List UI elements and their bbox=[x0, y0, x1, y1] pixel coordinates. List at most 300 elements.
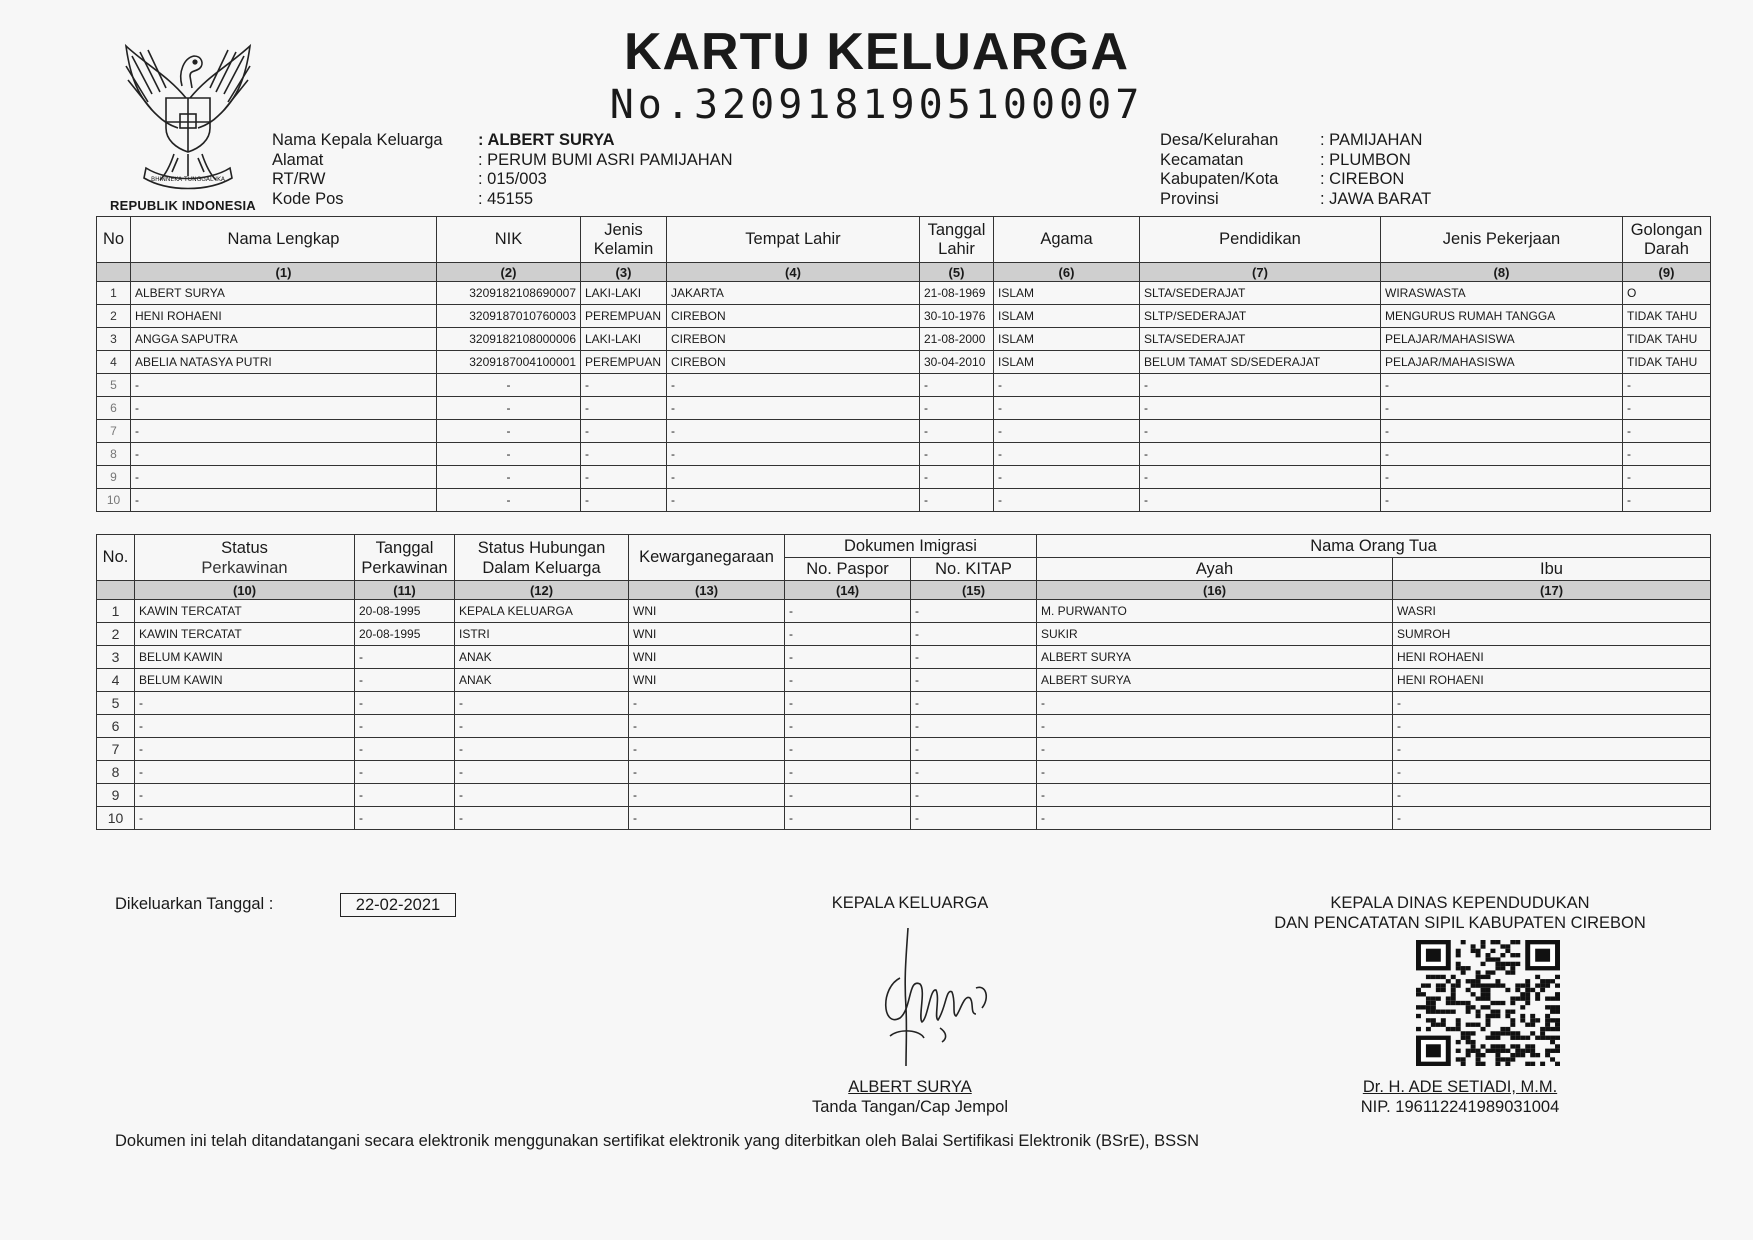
table-row bbox=[97, 397, 1711, 420]
table-cell: - bbox=[667, 420, 920, 443]
table-cell: 2 bbox=[97, 305, 131, 328]
table-cell: 1 bbox=[97, 600, 135, 623]
table-cell: 3209182108000006 bbox=[437, 328, 581, 351]
table-cell: - bbox=[920, 374, 994, 397]
table-cell: JAKARTA bbox=[667, 282, 920, 305]
table-cell: 6 bbox=[97, 397, 131, 420]
table-cell: HENI ROHAENI bbox=[1393, 646, 1711, 669]
table-cell: - bbox=[1140, 489, 1381, 512]
table-cell: 6 bbox=[97, 715, 135, 738]
table-cell: - bbox=[629, 715, 785, 738]
table-cell: - bbox=[920, 466, 994, 489]
table-cell: 30-10-1976 bbox=[920, 305, 994, 328]
header-line: Status bbox=[221, 538, 268, 557]
table-cell: - bbox=[629, 807, 785, 830]
table-row bbox=[97, 328, 1711, 351]
column-number-cell: (9) bbox=[1623, 263, 1711, 282]
table-cell: - bbox=[1623, 489, 1711, 512]
table-cell: - bbox=[355, 738, 455, 761]
table-row bbox=[97, 374, 1711, 397]
table-cell: - bbox=[135, 715, 355, 738]
official-name: Dr. H. ADE SETIADI, M.M. bbox=[1362, 1078, 1558, 1096]
table-cell: MENGURUS RUMAH TANGGA bbox=[1381, 305, 1623, 328]
table-cell: PEREMPUAN bbox=[581, 305, 667, 328]
table-cell: - bbox=[994, 489, 1140, 512]
table-cell: 20-08-1995 bbox=[355, 623, 455, 646]
info-value: : PERUM BUMI ASRI PAMIJAHAN bbox=[478, 150, 733, 169]
table-cell: - bbox=[437, 397, 581, 420]
table-cell: SUKIR bbox=[1037, 623, 1393, 646]
table-cell: - bbox=[355, 761, 455, 784]
table-row bbox=[97, 420, 1711, 443]
table-cell: - bbox=[629, 761, 785, 784]
table-cell: - bbox=[785, 623, 911, 646]
table-cell: - bbox=[629, 738, 785, 761]
card-number: No.3209181905100007 bbox=[609, 82, 1144, 128]
table-cell: 3209182108690007 bbox=[437, 282, 581, 305]
col-header-no: No. bbox=[97, 535, 135, 581]
table-cell: - bbox=[911, 784, 1037, 807]
table-cell: - bbox=[629, 784, 785, 807]
column-number-cell: (14) bbox=[785, 581, 911, 600]
table-cell: WNI bbox=[629, 646, 785, 669]
table-cell: WNI bbox=[629, 669, 785, 692]
table-cell: SLTA/SEDERAJAT bbox=[1140, 282, 1381, 305]
table-row bbox=[97, 623, 1711, 646]
col-header-pendidikan: Pendidikan bbox=[1140, 217, 1381, 263]
column-number-cell: (5) bbox=[920, 263, 994, 282]
table-cell: - bbox=[581, 443, 667, 466]
info-label: Alamat bbox=[272, 150, 324, 169]
table-cell: CIREBON bbox=[667, 351, 920, 374]
table-cell: - bbox=[911, 646, 1037, 669]
column-number-cell: (11) bbox=[355, 581, 455, 600]
table-cell: KAWIN TERCATAT bbox=[135, 623, 355, 646]
table-cell: WNI bbox=[629, 600, 785, 623]
household-info-left bbox=[272, 131, 733, 209]
head-of-family-name: ALBERT SURYA bbox=[848, 1078, 972, 1096]
table-cell: - bbox=[994, 466, 1140, 489]
col-header-tanggal-perkawinan bbox=[355, 535, 455, 581]
table-cell: 9 bbox=[97, 466, 131, 489]
table-cell: ISTRI bbox=[455, 623, 629, 646]
table-cell: - bbox=[455, 692, 629, 715]
table-row bbox=[97, 692, 1711, 715]
table-cell: - bbox=[1140, 420, 1381, 443]
table-cell: - bbox=[911, 761, 1037, 784]
table-cell: - bbox=[581, 397, 667, 420]
table-cell: - bbox=[1623, 420, 1711, 443]
info-row bbox=[1160, 190, 1431, 210]
table-cell: - bbox=[131, 420, 437, 443]
info-value: : CIREBON bbox=[1320, 170, 1405, 188]
table-cell: ALBERT SURYA bbox=[131, 282, 437, 305]
table-cell: - bbox=[785, 807, 911, 830]
table-cell: - bbox=[455, 784, 629, 807]
column-number-cell: (12) bbox=[455, 581, 629, 600]
table-row bbox=[97, 305, 1711, 328]
table-cell: 4 bbox=[97, 669, 135, 692]
table-cell: ISLAM bbox=[994, 351, 1140, 374]
table-cell: - bbox=[131, 443, 437, 466]
column-number-cell: (17) bbox=[1393, 581, 1711, 600]
table-cell: - bbox=[131, 374, 437, 397]
info-value: : 015/003 bbox=[478, 170, 547, 188]
col-header-dokumen-imigrasi: Dokumen Imigrasi bbox=[785, 535, 1037, 558]
table-cell: - bbox=[1037, 715, 1393, 738]
column-number-cell bbox=[97, 581, 135, 600]
table-cell: - bbox=[437, 374, 581, 397]
table-cell: TIDAK TAHU bbox=[1623, 305, 1711, 328]
table-cell: 20-08-1995 bbox=[355, 600, 455, 623]
table-cell: 9 bbox=[97, 784, 135, 807]
table-cell: - bbox=[920, 397, 994, 420]
info-label: Kecamatan bbox=[1160, 150, 1244, 169]
table-cell: 3209187004100001 bbox=[437, 351, 581, 374]
table-cell: - bbox=[911, 600, 1037, 623]
table-cell: - bbox=[1623, 397, 1711, 420]
table-row bbox=[97, 351, 1711, 374]
table-cell: SUMROH bbox=[1393, 623, 1711, 646]
table-cell: - bbox=[1381, 397, 1623, 420]
table-cell: - bbox=[785, 738, 911, 761]
table-row bbox=[97, 646, 1711, 669]
table-cell: TIDAK TAHU bbox=[1623, 328, 1711, 351]
info-value: : PAMIJAHAN bbox=[1320, 131, 1423, 149]
table-cell: - bbox=[437, 489, 581, 512]
table-cell: - bbox=[1140, 443, 1381, 466]
table-cell: 7 bbox=[97, 738, 135, 761]
info-row bbox=[272, 190, 733, 210]
col-header-hubungan bbox=[455, 535, 629, 581]
qr-code-icon bbox=[1416, 940, 1560, 1066]
table-cell: - bbox=[131, 466, 437, 489]
table-row bbox=[97, 784, 1711, 807]
table-cell: - bbox=[1037, 738, 1393, 761]
table-cell: 7 bbox=[97, 420, 131, 443]
table-cell: - bbox=[920, 420, 994, 443]
table-cell: 5 bbox=[97, 374, 131, 397]
col-header-no: No bbox=[97, 217, 131, 263]
table-cell: - bbox=[355, 784, 455, 807]
svg-text:BHINNEKA TUNGGAL IKA: BHINNEKA TUNGGAL IKA bbox=[151, 176, 225, 183]
official-title-line1: KEPALA DINAS KEPENDUDUKAN bbox=[1330, 894, 1590, 912]
table-cell: - bbox=[911, 692, 1037, 715]
column-number-row bbox=[97, 581, 1711, 600]
column-number-cell bbox=[97, 263, 131, 282]
col-header-no-kitap: No. KITAP bbox=[911, 558, 1037, 581]
info-row bbox=[272, 170, 733, 190]
table-row bbox=[97, 715, 1711, 738]
header-line: Status Hubungan bbox=[477, 538, 606, 557]
table-cell: 3 bbox=[97, 646, 135, 669]
table-cell: - bbox=[785, 600, 911, 623]
table-cell: - bbox=[437, 443, 581, 466]
column-number-cell: (13) bbox=[629, 581, 785, 600]
info-label: Desa/Kelurahan bbox=[1160, 131, 1279, 149]
info-label: Provinsi bbox=[1160, 189, 1219, 208]
table-cell: ALBERT SURYA bbox=[1037, 646, 1393, 669]
table-row bbox=[97, 443, 1711, 466]
table-row bbox=[97, 761, 1711, 784]
table-cell: ANGGA SAPUTRA bbox=[131, 328, 437, 351]
column-number-row bbox=[97, 263, 1711, 282]
header-line: Perkawinan bbox=[361, 558, 448, 577]
table-cell: - bbox=[455, 715, 629, 738]
info-label: Kabupaten/Kota bbox=[1160, 170, 1279, 188]
table-cell: - bbox=[131, 397, 437, 420]
table-cell: CIREBON bbox=[667, 328, 920, 351]
table-cell: - bbox=[911, 738, 1037, 761]
table-cell: TIDAK TAHU bbox=[1623, 351, 1711, 374]
table-cell: - bbox=[1381, 420, 1623, 443]
table-cell: ALBERT SURYA bbox=[1037, 669, 1393, 692]
table-cell: - bbox=[785, 692, 911, 715]
col-header-status-perkawinan bbox=[135, 535, 355, 581]
table-cell: 3209187010760003 bbox=[437, 305, 581, 328]
table-cell: BELUM KAWIN bbox=[135, 646, 355, 669]
table-cell: - bbox=[629, 692, 785, 715]
issued-date-box: 22-02-2021 bbox=[340, 893, 456, 917]
table-cell: - bbox=[1037, 692, 1393, 715]
column-number-cell: (16) bbox=[1037, 581, 1393, 600]
table-cell: BELUM TAMAT SD/SEDERAJAT bbox=[1140, 351, 1381, 374]
table-cell: PEREMPUAN bbox=[581, 351, 667, 374]
col-header-agama: Agama bbox=[994, 217, 1140, 263]
info-row bbox=[1160, 151, 1431, 171]
table-cell: O bbox=[1623, 282, 1711, 305]
info-label: Kode Pos bbox=[272, 189, 344, 208]
table-cell: WNI bbox=[629, 623, 785, 646]
column-number-cell: (1) bbox=[131, 263, 437, 282]
table-row bbox=[97, 466, 1711, 489]
col-header-no-paspor: No. Paspor bbox=[785, 558, 911, 581]
table-cell: - bbox=[581, 374, 667, 397]
table-cell: - bbox=[355, 669, 455, 692]
table-cell: - bbox=[994, 374, 1140, 397]
column-number-cell: (3) bbox=[581, 263, 667, 282]
table-cell: - bbox=[455, 807, 629, 830]
head-of-family-title: KEPALA KELUARGA bbox=[831, 894, 989, 912]
column-number-cell: (6) bbox=[994, 263, 1140, 282]
table-cell: CIREBON bbox=[667, 305, 920, 328]
info-label: Nama Kepala Keluarga bbox=[272, 131, 443, 149]
table-cell: - bbox=[355, 715, 455, 738]
signature-caption: Tanda Tangan/Cap Jempol bbox=[811, 1098, 1008, 1116]
table-cell: - bbox=[1393, 692, 1711, 715]
table-cell: - bbox=[581, 489, 667, 512]
table-cell: - bbox=[1393, 807, 1711, 830]
table-cell: - bbox=[1393, 784, 1711, 807]
table-cell: - bbox=[667, 397, 920, 420]
table-cell: - bbox=[667, 466, 920, 489]
table-cell: M. PURWANTO bbox=[1037, 600, 1393, 623]
table-cell: KAWIN TERCATAT bbox=[135, 600, 355, 623]
family-status-table bbox=[96, 534, 1711, 830]
table-cell: 10 bbox=[97, 489, 131, 512]
table-cell: 1 bbox=[97, 282, 131, 305]
table-cell: SLTA/SEDERAJAT bbox=[1140, 328, 1381, 351]
column-number-cell: (15) bbox=[911, 581, 1037, 600]
table-cell: ISLAM bbox=[994, 305, 1140, 328]
table-cell: - bbox=[1393, 715, 1711, 738]
col-header-kewarganegaraan: Kewarganegaraan bbox=[629, 535, 785, 581]
table-cell: - bbox=[1381, 443, 1623, 466]
col-header-ibu: Ibu bbox=[1393, 558, 1711, 581]
household-info-right bbox=[1160, 131, 1431, 209]
col-header-jenis-kelamin: Jenis Kelamin bbox=[581, 217, 667, 263]
table-cell: ANAK bbox=[455, 646, 629, 669]
table-cell: 21-08-2000 bbox=[920, 328, 994, 351]
table-cell: 2 bbox=[97, 623, 135, 646]
table-cell: 4 bbox=[97, 351, 131, 374]
table-cell: - bbox=[455, 761, 629, 784]
column-number-cell: (8) bbox=[1381, 263, 1623, 282]
table-row bbox=[97, 282, 1711, 305]
col-header-nik: NIK bbox=[437, 217, 581, 263]
table-row bbox=[97, 669, 1711, 692]
table-cell: - bbox=[135, 738, 355, 761]
table-cell: 30-04-2010 bbox=[920, 351, 994, 374]
table-cell: 8 bbox=[97, 761, 135, 784]
table-cell: - bbox=[581, 420, 667, 443]
table-cell: - bbox=[1381, 466, 1623, 489]
table-cell: LAKI-LAKI bbox=[581, 282, 667, 305]
col-header-golongan-darah: Golongan Darah bbox=[1623, 217, 1711, 263]
table-cell: ABELIA NATASYA PUTRI bbox=[131, 351, 437, 374]
table-cell: PELAJAR/MAHASISWA bbox=[1381, 351, 1623, 374]
table-cell: - bbox=[1623, 374, 1711, 397]
table-cell: - bbox=[911, 715, 1037, 738]
table-cell: ANAK bbox=[455, 669, 629, 692]
table-cell: - bbox=[667, 374, 920, 397]
column-number-cell: (2) bbox=[437, 263, 581, 282]
electronic-signature-note: Dokumen ini telah ditandatangani secara elektronik menggunakan sertifikat elektronik yang diterbitkan oleh Balai Sertifikasi Elektronik (BSrE), BSSN bbox=[115, 1132, 1200, 1150]
table-cell: - bbox=[1140, 466, 1381, 489]
table-cell: - bbox=[667, 489, 920, 512]
table-cell: 5 bbox=[97, 692, 135, 715]
info-label: RT/RW bbox=[272, 170, 326, 188]
official-nip: NIP. 196112241989031004 bbox=[1360, 1098, 1560, 1116]
table-cell: 10 bbox=[97, 807, 135, 830]
table-cell: - bbox=[1381, 374, 1623, 397]
table-cell: - bbox=[355, 646, 455, 669]
table-cell: 3 bbox=[97, 328, 131, 351]
table-cell: - bbox=[135, 761, 355, 784]
table-cell: - bbox=[1140, 397, 1381, 420]
table-cell: ISLAM bbox=[994, 328, 1140, 351]
table-cell: - bbox=[135, 807, 355, 830]
header-line: Perkawinan bbox=[201, 558, 288, 577]
table-cell: HENI ROHAENI bbox=[131, 305, 437, 328]
table-header-row bbox=[97, 535, 1711, 558]
table-cell: HENI ROHAENI bbox=[1393, 669, 1711, 692]
table-cell: - bbox=[1623, 443, 1711, 466]
table-cell: - bbox=[994, 397, 1140, 420]
table-cell: - bbox=[911, 623, 1037, 646]
table-cell: - bbox=[1623, 466, 1711, 489]
header-line: Dalam Keluarga bbox=[482, 558, 601, 577]
col-header-tanggal-lahir: Tanggal Lahir bbox=[920, 217, 994, 263]
column-number-cell: (10) bbox=[135, 581, 355, 600]
info-value: : JAWA BARAT bbox=[1320, 189, 1432, 208]
table-cell: KEPALA KELUARGA bbox=[455, 600, 629, 623]
info-value: : 45155 bbox=[478, 189, 534, 208]
table-cell: SLTP/SEDERAJAT bbox=[1140, 305, 1381, 328]
table-cell: - bbox=[1381, 489, 1623, 512]
table-header-row bbox=[97, 217, 1711, 263]
document-title: KARTU KELUARGA bbox=[623, 23, 1130, 81]
info-value: : ALBERT SURYA bbox=[478, 131, 615, 149]
table-cell: - bbox=[1393, 761, 1711, 784]
table-cell: - bbox=[667, 443, 920, 466]
table-cell: - bbox=[355, 807, 455, 830]
table-cell: - bbox=[911, 669, 1037, 692]
table-cell: - bbox=[785, 646, 911, 669]
table-cell: - bbox=[437, 466, 581, 489]
table-cell: - bbox=[355, 692, 455, 715]
table-cell: 8 bbox=[97, 443, 131, 466]
table-cell: - bbox=[1393, 738, 1711, 761]
table-cell: - bbox=[1037, 807, 1393, 830]
table-cell: - bbox=[1037, 784, 1393, 807]
emblem-caption: REPUBLIK INDONESIA bbox=[110, 198, 256, 213]
table-cell: - bbox=[785, 669, 911, 692]
table-row bbox=[97, 807, 1711, 830]
table-cell: BELUM KAWIN bbox=[135, 669, 355, 692]
table-row bbox=[97, 600, 1711, 623]
info-row bbox=[1160, 170, 1431, 190]
table-cell: - bbox=[785, 784, 911, 807]
col-header-nama-orang-tua: Nama Orang Tua bbox=[1037, 535, 1711, 558]
col-header-ayah: Ayah bbox=[1037, 558, 1393, 581]
table-cell: - bbox=[455, 738, 629, 761]
table-cell: - bbox=[920, 489, 994, 512]
table-cell: WIRASWASTA bbox=[1381, 282, 1623, 305]
table-cell: PELAJAR/MAHASISWA bbox=[1381, 328, 1623, 351]
info-row bbox=[272, 131, 733, 151]
table-cell: - bbox=[581, 466, 667, 489]
table-cell: - bbox=[135, 784, 355, 807]
table-cell: - bbox=[785, 715, 911, 738]
table-cell: - bbox=[1140, 374, 1381, 397]
table-cell: WASRI bbox=[1393, 600, 1711, 623]
header-line: Tanggal bbox=[375, 538, 434, 557]
table-cell: - bbox=[437, 420, 581, 443]
info-value: : PLUMBON bbox=[1320, 150, 1411, 169]
col-header-tempat-lahir: Tempat Lahir bbox=[667, 217, 920, 263]
table-cell: - bbox=[920, 443, 994, 466]
family-members-table bbox=[96, 216, 1711, 512]
table-row bbox=[97, 738, 1711, 761]
column-number-cell: (7) bbox=[1140, 263, 1381, 282]
table-cell: LAKI-LAKI bbox=[581, 328, 667, 351]
table-cell: - bbox=[911, 807, 1037, 830]
column-number-cell: (4) bbox=[667, 263, 920, 282]
issued-date-label: Dikeluarkan Tanggal : bbox=[115, 895, 274, 913]
table-cell: - bbox=[131, 489, 437, 512]
table-cell: - bbox=[135, 692, 355, 715]
table-cell: 21-08-1969 bbox=[920, 282, 994, 305]
handwritten-signature bbox=[860, 918, 1010, 1068]
info-row bbox=[1160, 131, 1431, 151]
table-cell: - bbox=[994, 420, 1140, 443]
official-title-line2: DAN PENCATATAN SIPIL KABUPATEN CIREBON bbox=[1274, 914, 1646, 932]
table-cell: - bbox=[994, 443, 1140, 466]
info-row bbox=[272, 151, 733, 171]
table-cell: ISLAM bbox=[994, 282, 1140, 305]
table-cell: - bbox=[785, 761, 911, 784]
